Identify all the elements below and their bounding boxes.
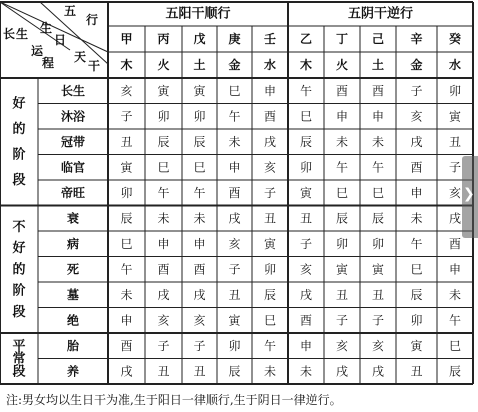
branch-cell: 亥 xyxy=(263,160,277,175)
branch-cell: 子 xyxy=(263,185,277,200)
element-label: 金 xyxy=(410,58,423,72)
stage-name: 绝 xyxy=(66,313,80,328)
branch-cell: 辰 xyxy=(263,287,277,302)
branch-cell: 辰 xyxy=(371,211,385,226)
branch-cell: 午 xyxy=(120,262,133,277)
branch-cell: 申 xyxy=(448,262,462,277)
branch-cell: 戌 xyxy=(157,287,170,302)
branch-cell: 亥 xyxy=(193,313,206,328)
branch-cell: 丑 xyxy=(410,364,423,379)
chevron-right-icon: ❯ xyxy=(463,186,475,202)
branch-cell: 卯 xyxy=(299,160,313,175)
branch-cell: 丑 xyxy=(299,211,313,226)
yang-stems-header: 五阳干顺行 xyxy=(165,6,231,22)
branch-cell: 午 xyxy=(263,338,277,353)
corner-label-wuxing: 行 xyxy=(85,13,99,27)
branch-cell: 酉 xyxy=(193,262,206,277)
next-page-tab[interactable] xyxy=(462,156,478,238)
corner-label-wuxing: 五 xyxy=(63,4,77,18)
branch-cell: 丑 xyxy=(228,287,241,302)
element-label: 木 xyxy=(120,58,133,72)
branch-cell: 子 xyxy=(120,109,133,124)
branch-cell: 寅 xyxy=(228,313,241,328)
branch-cell: 子 xyxy=(371,313,385,328)
heavenly-stem-label: 戊 xyxy=(193,32,206,46)
heavenly-stem-label: 丁 xyxy=(335,32,349,46)
corner-label-fortune: 程 xyxy=(41,56,55,70)
branch-cell: 戌 xyxy=(263,134,277,149)
branch-cell: 子 xyxy=(228,262,241,277)
branch-cell: 卯 xyxy=(263,262,277,277)
element-label: 木 xyxy=(299,58,313,72)
branch-cell: 午 xyxy=(410,236,423,251)
branch-cell: 卯 xyxy=(410,313,423,328)
branch-cell: 子 xyxy=(299,236,313,251)
element-label: 水 xyxy=(448,58,462,72)
branch-cell: 未 xyxy=(263,364,277,379)
branch-cell: 辰 xyxy=(193,134,206,149)
element-label: 火 xyxy=(157,58,170,72)
branch-cell: 午 xyxy=(193,185,206,200)
heavenly-stem-label: 丙 xyxy=(157,32,170,46)
branch-cell: 午 xyxy=(157,185,170,200)
element-label: 金 xyxy=(228,58,241,72)
stage-name: 冠带 xyxy=(60,134,86,149)
stage-group-label: 好的阶段 xyxy=(12,96,26,188)
table-labels xyxy=(3,4,462,379)
corner-label-stem: 干 xyxy=(87,59,101,73)
branch-cell: 亥 xyxy=(371,338,385,353)
stage-group-label: 不好的阶段 xyxy=(12,219,26,320)
branch-cell: 申 xyxy=(120,313,133,328)
branch-cell: 卯 xyxy=(335,236,349,251)
branch-cell: 申 xyxy=(193,236,206,251)
branch-cell: 戌 xyxy=(410,134,423,149)
branch-cell: 酉 xyxy=(263,109,277,124)
branch-cell: 酉 xyxy=(120,338,133,353)
branch-cell: 寅 xyxy=(157,83,170,98)
branch-cell: 酉 xyxy=(228,185,241,200)
element-label: 土 xyxy=(371,58,385,72)
branch-cell: 戌 xyxy=(335,364,349,379)
branch-cell: 未 xyxy=(371,134,385,149)
heavenly-stem-label: 辛 xyxy=(410,32,423,46)
branch-cell: 卯 xyxy=(120,185,133,200)
stage-name: 墓 xyxy=(66,287,80,302)
branch-cell: 酉 xyxy=(410,160,423,175)
branch-cell: 亥 xyxy=(299,262,313,277)
branch-cell: 辰 xyxy=(299,134,313,149)
branch-cell: 辰 xyxy=(228,364,241,379)
branch-cell: 午 xyxy=(448,313,462,328)
heavenly-stem-label: 甲 xyxy=(120,32,133,46)
branch-cell: 亥 xyxy=(410,109,423,124)
branch-cell: 子 xyxy=(335,313,349,328)
stage-name: 死 xyxy=(66,262,80,277)
branch-cell: 巳 xyxy=(410,262,423,277)
branch-cell: 未 xyxy=(299,364,313,379)
branch-cell: 亥 xyxy=(228,236,241,251)
corner-label-changsheng: 长 xyxy=(2,27,16,41)
branch-cell: 巳 xyxy=(228,83,241,98)
branch-cell: 丑 xyxy=(157,364,170,379)
branch-cell: 戌 xyxy=(228,211,241,226)
heavenly-stem-label: 壬 xyxy=(263,32,277,46)
branch-cell: 巳 xyxy=(299,109,313,124)
branch-cell: 申 xyxy=(299,338,313,353)
heavenly-stem-label: 己 xyxy=(371,32,385,46)
branch-cell: 申 xyxy=(410,185,423,200)
branch-cell: 未 xyxy=(448,287,462,302)
branch-cell: 亥 xyxy=(335,338,349,353)
branch-cell: 丑 xyxy=(335,287,349,302)
corner-label-birthday: 生 xyxy=(39,21,53,35)
branch-cell: 戌 xyxy=(299,287,313,302)
branch-cell: 申 xyxy=(371,109,385,124)
heavenly-stem-label: 乙 xyxy=(299,32,313,46)
branch-cell: 未 xyxy=(410,211,423,226)
yin-stems-header: 五阴干逆行 xyxy=(347,6,414,22)
stage-name: 养 xyxy=(66,364,80,379)
branch-cell: 辰 xyxy=(448,364,462,379)
stage-name: 临官 xyxy=(60,160,86,175)
stage-group-label: 平常段 xyxy=(12,338,26,379)
corner-label-changsheng: 生 xyxy=(15,27,29,41)
branch-cell: 亥 xyxy=(448,185,462,200)
branch-cell: 巳 xyxy=(335,185,349,200)
table-footnote: 注:男女均以生日干为准,生于阳日一律顺行,生于阴日一律逆行。 xyxy=(6,393,342,407)
branch-cell: 辰 xyxy=(157,134,170,149)
stage-name: 帝旺 xyxy=(60,185,86,200)
branch-cell: 辰 xyxy=(335,211,349,226)
branch-cell: 戌 xyxy=(120,364,133,379)
branch-cell: 戌 xyxy=(448,211,462,226)
branch-cell: 巳 xyxy=(157,160,170,175)
branch-cell: 丑 xyxy=(120,134,133,149)
branch-cell: 申 xyxy=(228,160,241,175)
element-label: 水 xyxy=(263,58,277,72)
branch-cell: 午 xyxy=(228,109,241,124)
branch-cell: 酉 xyxy=(157,262,170,277)
branch-cell: 寅 xyxy=(263,236,277,251)
branch-cell: 巳 xyxy=(120,236,133,251)
branch-cell: 寅 xyxy=(299,185,313,200)
branch-cell: 酉 xyxy=(448,236,462,251)
branch-cell: 卯 xyxy=(157,109,170,124)
branch-cell: 未 xyxy=(228,134,241,149)
branch-cell: 巳 xyxy=(448,338,462,353)
branch-cell: 酉 xyxy=(371,83,385,98)
corner-label-stem: 天 xyxy=(73,50,87,64)
stage-name: 胎 xyxy=(66,338,80,353)
branch-cell: 卯 xyxy=(371,236,385,251)
branch-cell: 酉 xyxy=(299,313,313,328)
branch-cell: 戌 xyxy=(371,364,385,379)
branch-cell: 卯 xyxy=(193,109,206,124)
branch-cell: 子 xyxy=(448,160,462,175)
stage-name: 长生 xyxy=(60,83,86,98)
branch-cell: 子 xyxy=(157,338,170,353)
branch-cell: 午 xyxy=(299,83,313,98)
branch-cell: 丑 xyxy=(263,211,277,226)
branch-cell: 巳 xyxy=(263,313,277,328)
element-label: 土 xyxy=(193,58,206,72)
branch-cell: 未 xyxy=(335,134,349,149)
branch-cell: 寅 xyxy=(371,262,385,277)
branch-cell: 寅 xyxy=(410,338,423,353)
stage-name: 衰 xyxy=(66,211,80,226)
branch-cell: 卯 xyxy=(448,83,462,98)
stage-name: 病 xyxy=(66,236,80,251)
corner-label-birthday: 日 xyxy=(53,33,67,47)
heavenly-stem-label: 癸 xyxy=(448,32,462,46)
branch-cell: 亥 xyxy=(120,83,133,98)
branch-cell: 未 xyxy=(193,211,206,226)
element-label: 火 xyxy=(335,58,349,72)
branch-cell: 子 xyxy=(410,83,423,98)
branch-cell: 未 xyxy=(157,211,170,226)
corner-label-fortune: 运 xyxy=(30,44,44,58)
branch-cell: 子 xyxy=(193,338,206,353)
branch-cell: 申 xyxy=(263,83,277,98)
branch-cell: 未 xyxy=(120,287,133,302)
branch-cell: 申 xyxy=(157,236,170,251)
branch-cell: 巳 xyxy=(193,160,206,175)
branch-cell: 辰 xyxy=(120,211,133,226)
branch-cell: 戌 xyxy=(193,287,206,302)
branch-cell: 丑 xyxy=(448,134,462,149)
branch-cell: 丑 xyxy=(193,364,206,379)
branch-cell: 辰 xyxy=(410,287,423,302)
branch-cell: 亥 xyxy=(157,313,170,328)
branch-cell: 巳 xyxy=(371,185,385,200)
branch-cell: 酉 xyxy=(335,83,349,98)
heavenly-stem-label: 庚 xyxy=(228,32,241,46)
branch-cell: 丑 xyxy=(371,287,385,302)
branch-cell: 申 xyxy=(335,109,349,124)
branch-cell: 卯 xyxy=(228,338,241,353)
branch-cell: 寅 xyxy=(448,109,462,124)
branch-cell: 午 xyxy=(371,160,385,175)
branch-cell: 寅 xyxy=(120,160,133,175)
branch-cell: 午 xyxy=(335,160,349,175)
branch-cell: 寅 xyxy=(193,83,206,98)
branch-cell: 寅 xyxy=(335,262,349,277)
stage-name: 沐浴 xyxy=(60,109,86,124)
